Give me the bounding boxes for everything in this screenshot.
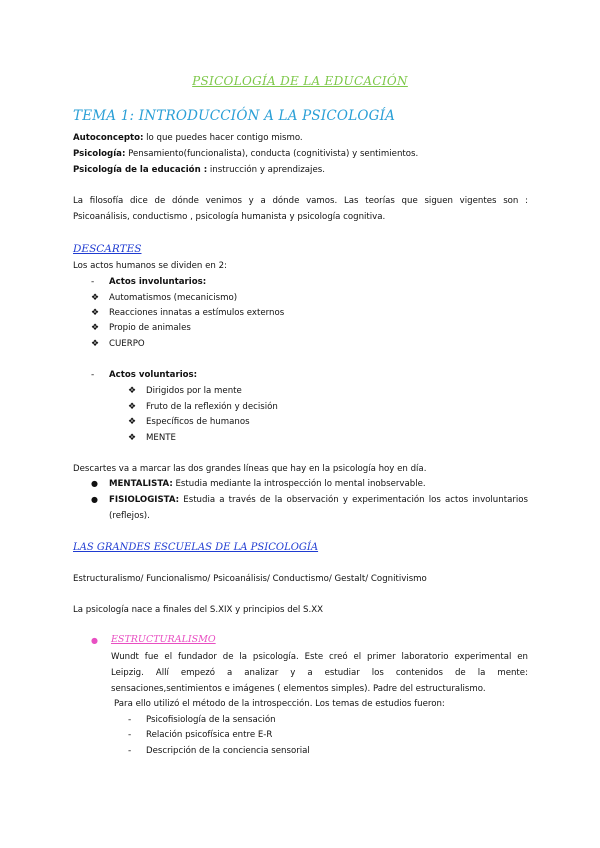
diamond-bullet-icon: ❖ <box>128 402 137 412</box>
schools-list: Estructuralismo/ Funcionalismo/ Psicoanálisis/ Conductismo/ Gestalt/ Cognitivismo <box>73 574 427 584</box>
structuralism-topic: Relación psicofísica entre E-R <box>146 730 273 740</box>
voluntary-label: Actos voluntarios: <box>109 370 198 380</box>
diamond-bullet-icon: ❖ <box>128 386 137 396</box>
voluntary-item: Dirigidos por la mente <box>146 386 242 396</box>
diamond-bullet-icon: ❖ <box>128 433 137 443</box>
structuralism-topic: Descripción de la conciencia sensorial <box>146 746 310 756</box>
diamond-bullet-icon: ❖ <box>91 308 100 318</box>
bullet-dot-icon: ● <box>91 479 98 488</box>
descartes-heading: DESCARTES <box>73 243 142 255</box>
diamond-bullet-icon: ❖ <box>91 339 100 349</box>
involuntary-item: Reacciones innatas a estímulos externos <box>109 308 285 318</box>
voluntary-item: Fruto de la reflexión y decisión <box>146 402 278 412</box>
document-title: PSICOLOGÍA DE LA EDUCACIÓN <box>192 74 408 88</box>
voluntary-item: Específicos de humanos <box>146 417 250 427</box>
pink-bullet-icon: ● <box>91 636 98 645</box>
structuralism-p-line-2: Leipzig. Allí empezó a analizar y a estudiar los contenidos de la mente: <box>111 668 528 678</box>
involuntary-item: CUERPO <box>109 339 145 349</box>
dash-bullet: - <box>91 370 95 380</box>
dash-bullet: - <box>128 746 132 756</box>
involuntary-item: Automatismos (mecanicismo) <box>109 293 238 303</box>
structuralism-heading: ESTRUCTURALISMO <box>111 634 216 645</box>
dash-bullet: - <box>91 277 95 287</box>
voluntary-item: MENTE <box>146 433 176 443</box>
structuralism-p-line-3: sensaciones,sentimientos e imágenes ( elementos simples). Padre del estructuralismo. <box>111 684 486 694</box>
descartes-lines-intro: Descartes va a marcar las dos grandes líneas que hay en la psicología hoy en día. <box>73 464 427 474</box>
fisiologista-line-2: (reflejos). <box>109 511 150 521</box>
structuralism-p-line-4: Para ello utilizó el método de la introspección. Los temas de estudios fueron: <box>114 699 445 709</box>
mentalista-line: MENTALISTA: Estudia mediante la introspección lo mental inobservable. <box>109 479 426 489</box>
fisiologista-line: FISIOLOGISTA: Estudia a través de la observación y experimentación los actos involuntarios <box>109 495 528 505</box>
dash-bullet: - <box>128 730 132 740</box>
schools-heading: LAS GRANDES ESCUELAS DE LA PSICOLOGÍA <box>73 542 319 553</box>
philosophy-line-1: La filosofía dice de dónde venimos y a dónde vamos. Las teorías que siguen vigentes son : <box>73 196 528 206</box>
dash-bullet: - <box>128 715 132 725</box>
schools-birth: La psicología nace a finales del S.XIX y principios del S.XX <box>73 605 324 615</box>
structuralism-p-line-1: Wundt fue el fundador de la psicología. Este creó el primer laboratorio experimental en <box>111 652 528 662</box>
definition-autoconcepto: Autoconcepto: lo que puedes hacer contigo mismo. <box>73 133 303 143</box>
descartes-intro: Los actos humanos se dividen en 2: <box>73 261 227 271</box>
diamond-bullet-icon: ❖ <box>91 323 100 333</box>
diamond-bullet-icon: ❖ <box>91 293 100 303</box>
bullet-dot-icon: ● <box>91 495 98 504</box>
philosophy-line-2: Psicoanálisis, conductismo , psicología humanista y psicología cognitiva. <box>73 212 386 222</box>
definition-psicologia-educacion: Psicología de la educación : instrucción y aprendizajes. <box>73 165 325 175</box>
structuralism-topic: Psicofisiología de la sensación <box>146 715 276 725</box>
topic-heading: TEMA 1: INTRODUCCIÓN A LA PSICOLOGÍA <box>73 108 396 124</box>
involuntary-label: Actos involuntarios: <box>109 277 207 287</box>
involuntary-item: Propio de animales <box>109 323 191 333</box>
definition-psicologia: Psicología: Pensamiento(funcionalista), conducta (cognitivista) y sentimientos. <box>73 149 419 159</box>
diamond-bullet-icon: ❖ <box>128 417 137 427</box>
